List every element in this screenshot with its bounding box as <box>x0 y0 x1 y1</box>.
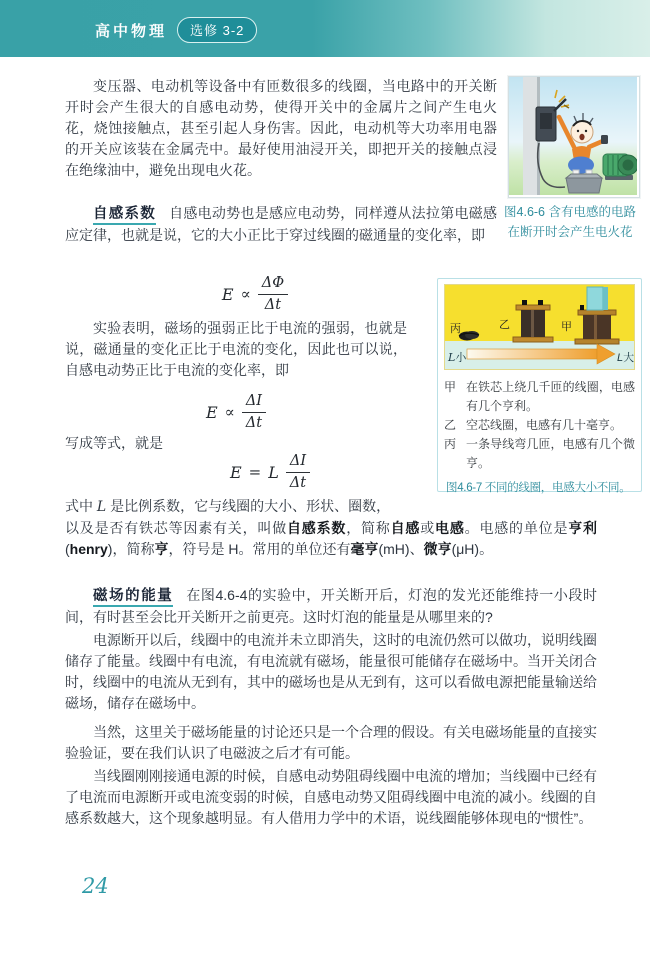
formula-lhs: E <box>221 284 234 304</box>
legend-key: 甲 <box>444 380 457 394</box>
fraction-denominator: Δt <box>264 296 282 313</box>
pedestal-box <box>566 174 602 193</box>
legend-item <box>444 378 635 416</box>
paragraph-experiment: 实验表明，磁场的强弱正比于电流的强弱，也就是说，磁通量的变化正比于电流的变化，因此也可以说，自感电动势正比于电流的变化率，即 <box>65 320 407 378</box>
fraction <box>242 393 266 432</box>
formula-definition <box>230 453 310 492</box>
figure-4-6-6-caption <box>494 202 646 242</box>
formula-definition-row <box>65 450 475 494</box>
section-magnetic-energy-lead-text: 在图4.6-4的实验中，开关断开后，灯泡的发光还能维持一小段时间，有时甚至会比开关断开之前更亮。这时灯泡的能量是从哪里来的? <box>65 587 597 625</box>
fraction-numerator: ΔI <box>242 393 266 413</box>
caption-line: 在断开时会产生电火花 <box>507 225 633 239</box>
section-heading-self-inductance: 自感系数 <box>93 206 156 225</box>
figure-4-6-6-photo <box>508 76 640 198</box>
page-number: 24 <box>82 874 109 898</box>
legend-item <box>444 416 635 435</box>
formula-emf-flux-row <box>65 272 445 316</box>
figure-4-6-7-legend <box>438 376 641 498</box>
fraction-denominator: Δt <box>245 414 263 431</box>
fraction-numerator: ΔI <box>286 453 310 473</box>
label-bing: 丙 <box>450 323 461 335</box>
label-yi: 乙 <box>499 319 510 331</box>
formula-emf-current <box>206 393 266 432</box>
fraction <box>258 275 288 314</box>
figure-4-6-6-illustration <box>509 77 637 195</box>
figure-4-6-7-photo <box>444 284 635 370</box>
page-header-band <box>0 0 650 57</box>
formula-emf-flux <box>222 275 288 314</box>
proportional-symbol: ∝ <box>240 285 251 303</box>
equals-symbol: = <box>248 463 262 481</box>
section-self-inductance-lead-text: 自感电动势也是感应电动势，同样遵从法拉第电磁感应定律，也就是说，它的大小正比于穿过线圈的磁通量的变化率，即 <box>65 205 497 243</box>
paragraph-connector: 写成等式，就是 <box>65 435 163 451</box>
formula-lhs: E <box>205 402 218 422</box>
formula-emf-current-row <box>65 392 407 432</box>
section-magnetic-energy-lead <box>65 585 597 628</box>
paragraph-coefficient: 式中 L 是比例系数，它与线圈的大小、形状、圈数， 以及是否有铁芯等因素有关，叫做自感系数，简称自感或电感。电感的单位是亨利(henry)，简称亨，符号是 H。常用的单位还有毫亨(mH)、微亨(μH)。 <box>65 498 598 557</box>
legend-text: 一条导线弯几匝，电感有几个微亨。 <box>466 437 635 470</box>
proportional-symbol: ∝ <box>224 403 235 421</box>
arrow-right-label: L大 <box>617 352 634 364</box>
paragraph-energy-source: 电源断开以后，线圈中的电流并未立即消失，这时的电流仍然可以做功，说明线圈储存了能量。线圈中有电流，有电流就有磁场，能量很可能储存在磁场中。当开关闭合时，线圈中的电流从无到有，其中的磁场也是从无到有，这可以看做电源把能量输送给磁场，储存在磁场中。 <box>65 632 597 711</box>
figure-4-6-7-box <box>437 278 642 492</box>
paragraph-intro: 变压器、电动机等设备中有匝数很多的线圈，当电路中的开关断开时会产生很大的自感电动势，使得开关中的金属片之间产生电火花，烧蚀接触点，甚至引起人身伤害。因此，电动机等大功率用电器的开关应该装在金属壳中。最好使用油浸开关，即把开关的接触点浸在绝缘油中，避免出现电火花。 <box>65 78 497 178</box>
arrow-left-label: L小 <box>448 351 467 364</box>
legend-text: 空芯线圈，电感有几十毫亨。 <box>466 418 623 432</box>
fraction-numerator: ΔΦ <box>258 275 288 295</box>
figure-4-6-7-illustration <box>445 285 634 369</box>
legend-item <box>444 435 635 473</box>
inductance-symbol: L <box>268 462 279 482</box>
caption-line: 图4.6-6 含有电感的电路 <box>504 205 636 219</box>
legend-text: 在铁芯上绕几千匝的线圈，电感有几个亨利。 <box>466 380 635 413</box>
section-heading-magnetic-energy: 磁场的能量 <box>93 588 173 607</box>
formula-lhs: E <box>229 462 242 482</box>
header-volume-badge: 选修 3-2 <box>177 17 257 43</box>
header-subject: 高中物理 <box>95 22 168 40</box>
fraction <box>286 453 310 492</box>
electric-motor <box>603 154 637 180</box>
fraction-denominator: Δt <box>289 474 307 491</box>
legend-key: 乙 <box>444 418 457 432</box>
paragraph-hypothesis: 当然，这里关于磁场能量的讨论还只是一个合理的假设。有关电磁场能量的直接实验验证，要在我们认识了电磁波之后才有可能。 <box>65 724 597 761</box>
paragraph-electrical-inertia: 当线圈刚刚接通电源的时候，自感电动势阻碍线圈中电流的增加；当线圈中已经有了电流而电源断开或电流变弱的时候，自感电动势又阻碍线圈中电流的减小。线圈的自感系数越大，这个现象越明显。有人借用力学中的术语，说线圈能够体现电的“惯性”。 <box>65 768 597 826</box>
label-jia: 甲 <box>561 321 572 333</box>
figure-4-6-7-caption: 图4.6-7 不同的线圈，电感大小不同。 <box>446 482 631 494</box>
legend-key: 丙 <box>444 437 457 451</box>
header-title-group <box>95 17 257 43</box>
section-self-inductance-lead <box>65 203 497 246</box>
